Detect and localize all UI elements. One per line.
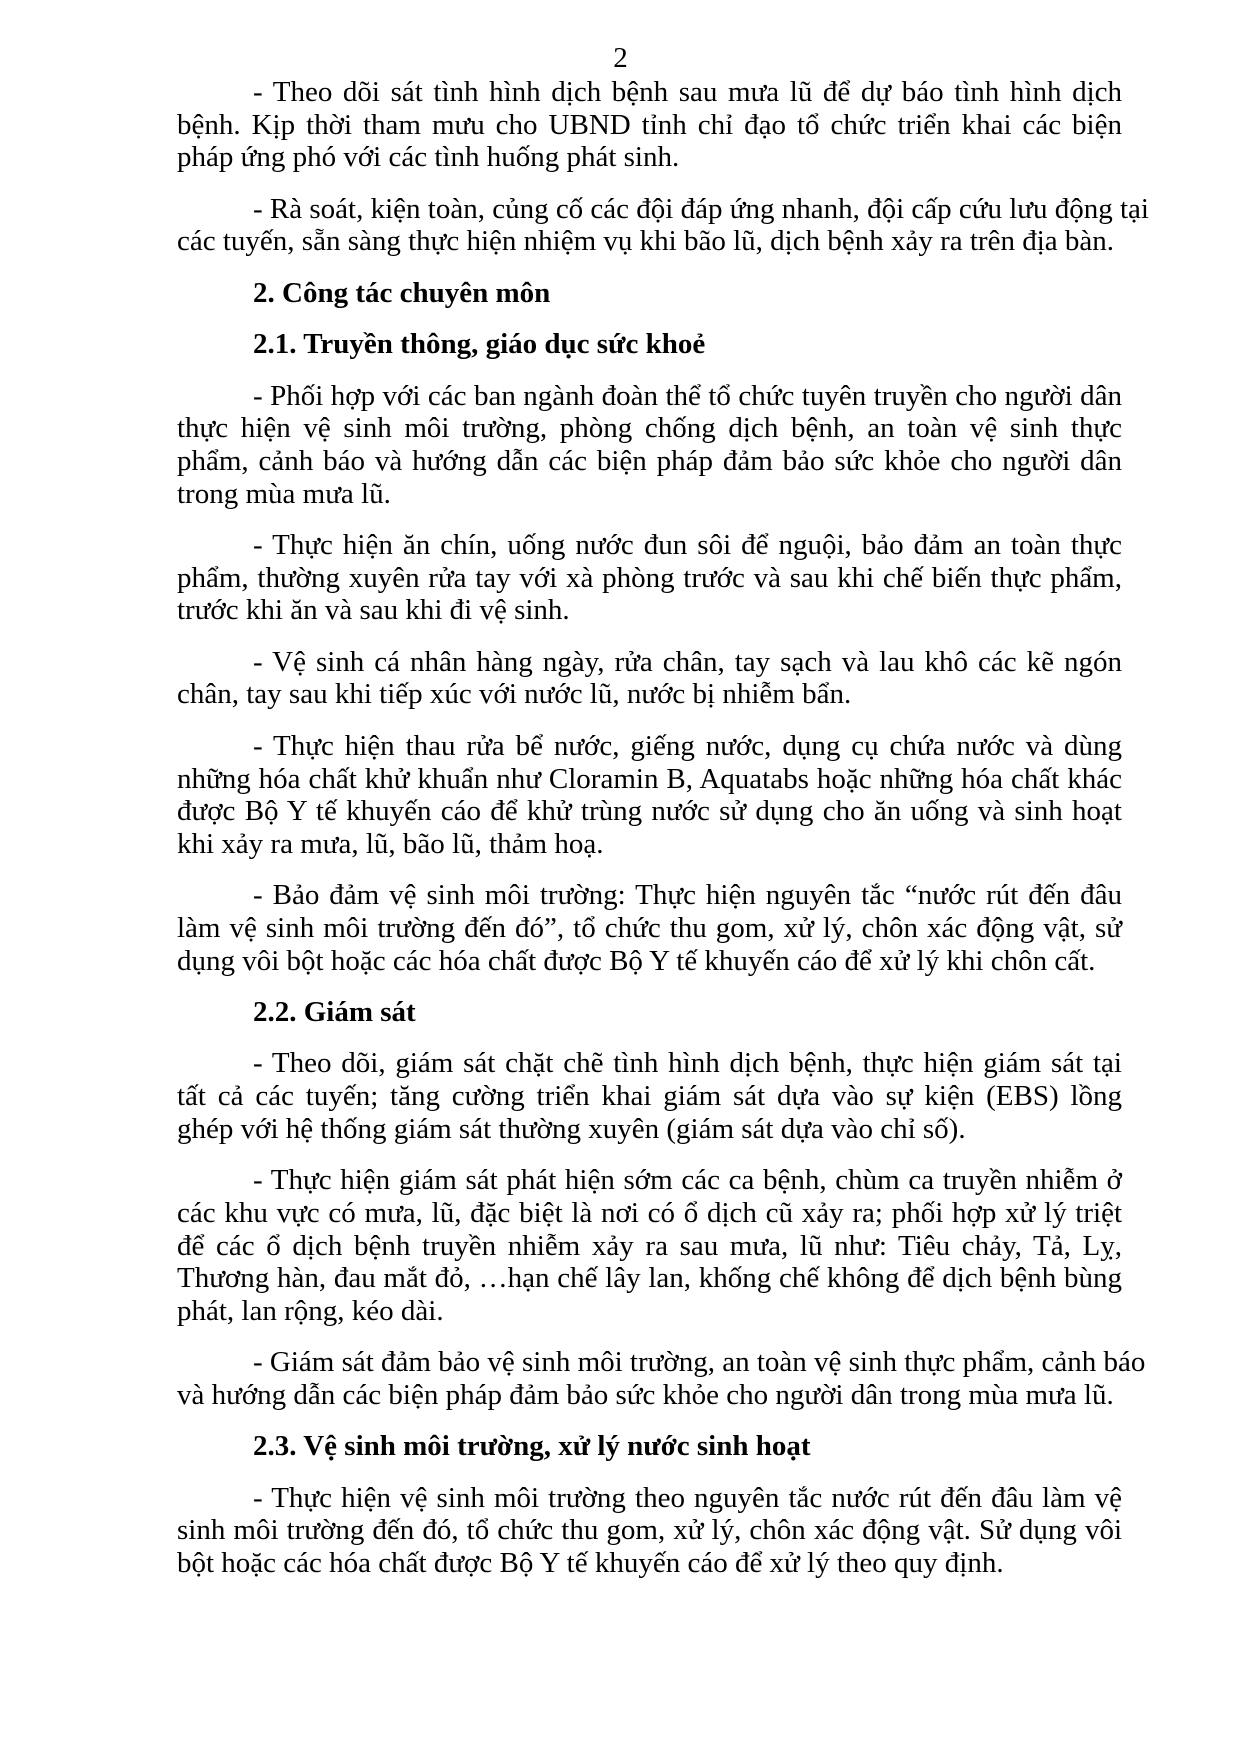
paragraph-line: trước khi ăn và sau khi đi vệ sinh.: [177, 594, 570, 627]
paragraph-line: phẩm, thường xuyên rửa tay với xà phòng trước và sau khi chế biến thực phẩm,: [177, 561, 1122, 594]
section-heading: 2.3. Vệ sinh môi trường, xử lý nước sinh hoạt: [253, 1430, 811, 1463]
paragraph: [177, 646, 1122, 711]
paragraph-line: khi xảy ra mưa, lũ, bão lũ, thảm hoạ.: [177, 827, 604, 860]
paragraph-line: phát, lan rộng, kéo dài.: [177, 1294, 444, 1327]
paragraph-line: - Thực hiện vệ sinh môi trường theo nguyên tắc nước rút đến đâu làm vệ: [253, 1481, 1122, 1514]
paragraph: [177, 380, 1122, 511]
paragraph-line: được Bộ Y tế khuyến cáo để khử trùng nước sử dụng cho ăn uống và sinh hoạt: [177, 795, 1122, 828]
paragraph-line: để các ổ dịch bệnh truyền nhiễm xảy ra sau mưa, lũ như: Tiêu chảy, Tả, Lỵ,: [177, 1229, 1122, 1262]
paragraph-line: dụng vôi bột hoặc các hóa chất được Bộ Y tế khuyến cáo để xử lý khi chôn cất.: [177, 944, 1096, 977]
paragraph-line: - Theo dõi, giám sát chặt chẽ tình hình dịch bệnh, thực hiện giám sát tại: [253, 1047, 1122, 1080]
section-heading: 2.1. Truyền thông, giáo dục sức khoẻ: [253, 328, 706, 361]
paragraph: [177, 529, 1122, 627]
paragraph-line: sinh môi trường đến đó, tổ chức thu gom, xử lý, chôn xác động vật. Sử dụng vôi: [177, 1514, 1122, 1547]
paragraph-line: pháp ứng phó với các tình huống phát sinh.: [177, 141, 680, 174]
paragraph: [177, 730, 1122, 861]
paragraph-line: chân, tay sau khi tiếp xúc với nước lũ, nước bị nhiễm bẩn.: [177, 678, 852, 711]
paragraph-line: những hóa chất khử khuẩn như Cloramin B, Aquatabs hoặc những hóa chất khác: [177, 762, 1122, 795]
paragraph-line: trong mùa mưa lũ.: [177, 477, 391, 510]
paragraph-line: - Phối hợp với các ban ngành đoàn thể tổ chức tuyên truyền cho người dân: [253, 379, 1122, 412]
paragraph-line: làm vệ sinh môi trường đến đó”, tổ chức thu gom, xử lý, chôn xác động vật, sử: [177, 911, 1122, 944]
paragraph: [177, 1047, 1122, 1145]
paragraph-line: - Giám sát đảm bảo vệ sinh môi trường, an toàn vệ sinh thực phẩm, cảnh báo: [253, 1346, 1146, 1379]
paragraph: [177, 1482, 1122, 1580]
paragraph-line: - Thực hiện ăn chín, uống nước đun sôi để nguội, bảo đảm an toàn thực: [253, 529, 1122, 561]
document-body: [177, 76, 1149, 1598]
paragraph-line: bệnh. Kịp thời tham mưu cho UBND tỉnh chỉ đạo tổ chức triển khai các biện: [177, 108, 1122, 141]
paragraph-line: - Thực hiện giám sát phát hiện sớm các ca bệnh, chùm ca truyền nhiễm ở: [253, 1164, 1122, 1197]
paragraph-line: - Theo dõi sát tình hình dịch bệnh sau mưa lũ để dự báo tình hình dịch: [253, 76, 1122, 108]
paragraph-line: - Thực hiện thau rửa bể nước, giếng nước, dụng cụ chứa nước và dùng: [253, 729, 1122, 762]
paragraph-line: - Bảo đảm vệ sinh môi trường: Thực hiện nguyên tắc “nước rút đến đâu: [253, 879, 1122, 912]
paragraph-line: tất cả các tuyến; tăng cường triển khai giám sát dựa vào sự kiện (EBS) lồng: [177, 1080, 1122, 1113]
paragraph-line: Thương hàn, đau mắt đỏ, …hạn chế lây lan, khống chế không để dịch bệnh bùng: [177, 1262, 1122, 1295]
paragraph-line: và hướng dẫn các biện pháp đảm bảo sức khỏe cho người dân trong mùa mưa lũ.: [177, 1378, 1114, 1411]
paragraph: [177, 879, 1122, 977]
paragraph-line: - Vệ sinh cá nhân hàng ngày, rửa chân, tay sạch và lau khô các kẽ ngón: [253, 645, 1122, 678]
paragraph-line: bột hoặc các hóa chất được Bộ Y tế khuyến cáo để xử lý theo quy định.: [177, 1547, 1004, 1580]
paragraph: [177, 1346, 1146, 1411]
page-number: 2: [613, 42, 628, 74]
section-heading: 2.2. Giám sát: [253, 996, 416, 1028]
paragraph-line: ghép với hệ thống giám sát thường xuyên (giám sát dựa vào chỉ số).: [177, 1112, 966, 1145]
paragraph: [177, 76, 1122, 174]
paragraph-line: - Rà soát, kiện toàn, củng cố các đội đáp ứng nhanh, đội cấp cứu lưu động tại: [253, 192, 1149, 225]
paragraph: [177, 1164, 1122, 1327]
paragraph-line: các tuyến, sẵn sàng thực hiện nhiệm vụ khi bão lũ, dịch bệnh xảy ra trên địa bàn.: [177, 225, 1114, 258]
paragraph: [177, 192, 1149, 258]
section-heading: 2. Công tác chuyên môn: [253, 276, 551, 309]
paragraph-line: phẩm, cảnh báo và hướng dẫn các biện pháp đảm bảo sức khỏe cho người dân: [177, 444, 1122, 477]
paragraph-line: các khu vực có mưa, lũ, đặc biệt là nơi có ổ dịch cũ xảy ra; phối hợp xử lý triệt: [177, 1196, 1122, 1229]
paragraph-line: thực hiện vệ sinh môi trường, phòng chống dịch bệnh, an toàn vệ sinh thực: [177, 412, 1122, 445]
